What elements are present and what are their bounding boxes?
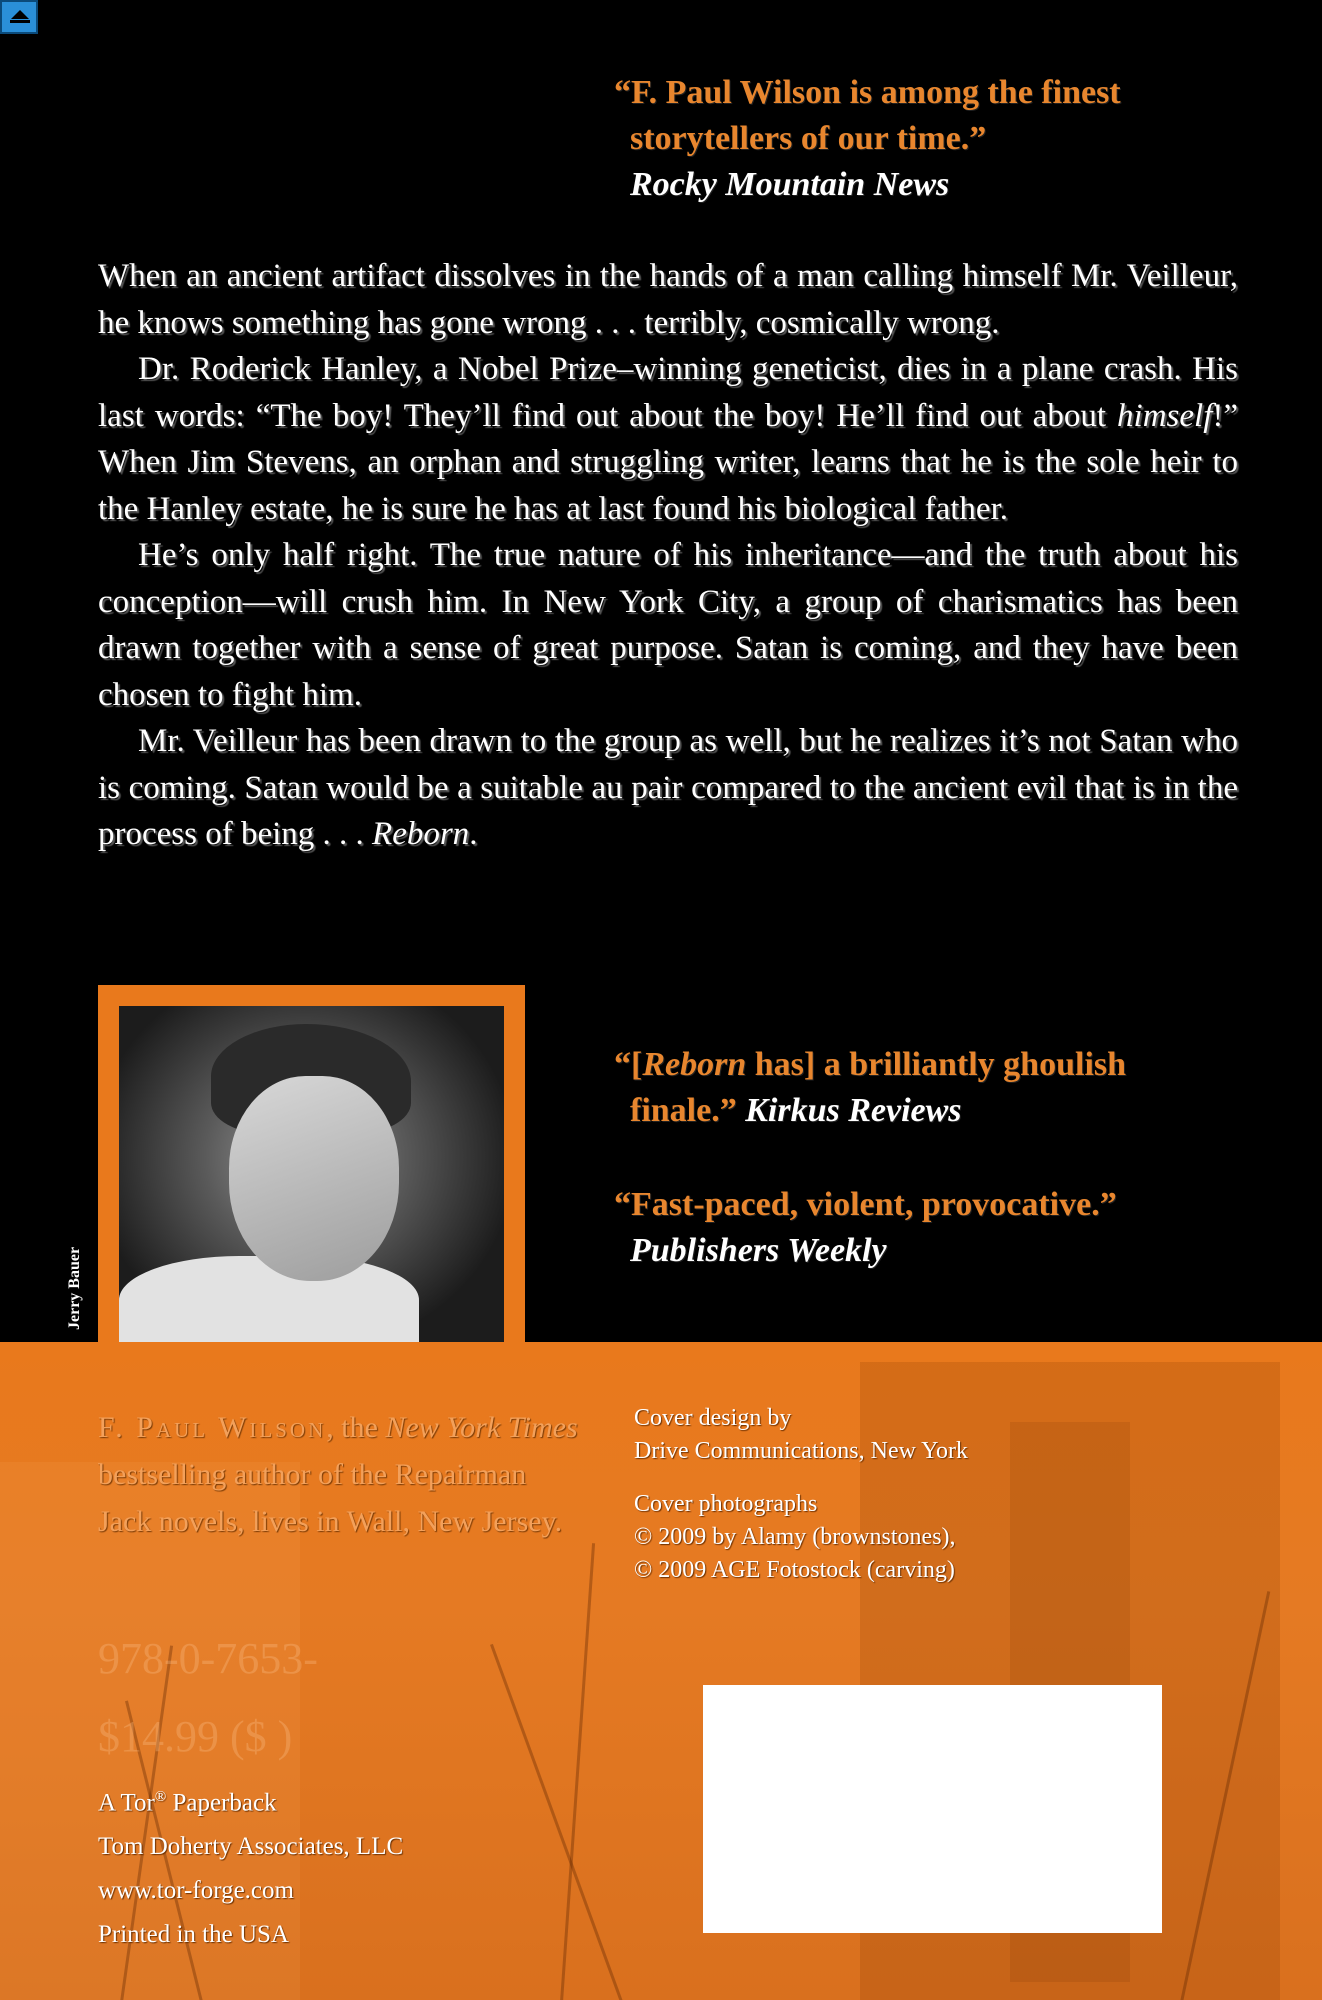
faded-price-isbn: [98, 1620, 318, 1776]
barcode-box: [703, 1685, 1162, 1933]
quote-text: finale.”: [630, 1092, 737, 1129]
publisher-line: [98, 1775, 403, 1825]
publisher-info: [98, 1775, 403, 1957]
faded-line: $14.99 ($ ): [98, 1712, 293, 1761]
quote-rocky-mountain: [614, 70, 1121, 208]
credit-line: © 2009 AGE Fotostock (carving): [634, 1557, 955, 1583]
text-run: A Tor: [98, 1789, 155, 1817]
text-run: bestselling author of the Repairman Jack novels, lives in Wall, New Jersey.: [98, 1458, 563, 1538]
scroll-up-icon[interactable]: [0, 0, 38, 34]
quote-kirkus: [614, 1042, 1126, 1134]
quote-line: [614, 1088, 1126, 1134]
quote-text: Reborn: [642, 1046, 747, 1083]
text-run: .: [469, 816, 478, 852]
cover-credits: [634, 1402, 1094, 1607]
author-photo: [119, 1006, 504, 1342]
quote-text: storytellers of our time.”: [630, 120, 987, 157]
author-name: F. Paul Wilson: [98, 1411, 327, 1444]
synopsis-paragraph: [98, 346, 1238, 532]
credit-line: © 2009 by Alamy (brownstones),: [634, 1524, 956, 1550]
publisher-line: Printed in the USA: [98, 1921, 289, 1949]
synopsis: [98, 253, 1238, 858]
text-run-italic: Reborn: [372, 816, 470, 852]
text-run-italic: himself: [1117, 397, 1213, 434]
synopsis-paragraph: When an ancient artifact dissolves in the hands of a man calling himself Mr. Veilleur, he knows something has gone wrong . . . terribly, cosmically wrong.: [98, 258, 1238, 341]
author-bio: [98, 1404, 578, 1545]
registered-mark: ®: [154, 1789, 167, 1805]
credit-line: Drive Communications, New York: [634, 1438, 968, 1464]
text-run: !” When Jim Stevens, an orphan and struggling writer, learns that he is the sole heir to the Hanley estate, he is sure he has at last found his biological father.: [98, 397, 1238, 527]
text-run: Paperback: [166, 1789, 277, 1817]
credit-line: Cover design by: [634, 1405, 792, 1431]
author-photo-frame: [98, 985, 525, 1342]
quote-line: [614, 1042, 1126, 1088]
quote-source: Publishers Weekly: [630, 1232, 887, 1269]
quote-text: “[: [614, 1046, 643, 1083]
quote-text: “F. Paul Wilson is among the finest: [614, 74, 1121, 111]
text-run: Mr. Veilleur has been drawn to the group as well, but he realizes it’s not Satan who is coming. Satan would be a suitable au pair compared to the ancient evil that is in the process of being . . .: [98, 723, 1238, 852]
faded-line: 978-0-7653-: [98, 1634, 318, 1683]
quote-publishers-weekly: [614, 1182, 1117, 1274]
text-run: Dr. Roderick Hanley, a Nobel Prize–winning geneticist, dies in a plane crash. His last words: “The boy! They’ll find out about the boy! He’ll find out about: [98, 351, 1238, 434]
synopsis-paragraph: He’s only half right. The true nature of his inheritance—and the truth about his conception—will crush him. In New York City, a group of charismatics has been drawn together with a sense of great purpose. Satan is coming, and they have been chosen to fight him.: [98, 537, 1238, 713]
quote-source: Rocky Mountain News: [630, 166, 950, 203]
photo-credit: Jerry Bauer: [66, 1246, 83, 1330]
text-run: , the: [326, 1411, 386, 1444]
publisher-website: www.tor-forge.com: [98, 1877, 294, 1905]
credit-line: Cover photographs: [634, 1491, 818, 1517]
quote-text: has] a brilliantly ghoulish: [746, 1046, 1127, 1083]
quote-source: Kirkus Reviews: [745, 1092, 962, 1129]
synopsis-paragraph: [98, 718, 1238, 858]
text-run-italic: New York Times: [385, 1411, 578, 1444]
quote-text: “Fast-paced, violent, provocative.”: [614, 1186, 1117, 1223]
publisher-line: Tom Doherty Associates, LLC: [98, 1833, 404, 1861]
